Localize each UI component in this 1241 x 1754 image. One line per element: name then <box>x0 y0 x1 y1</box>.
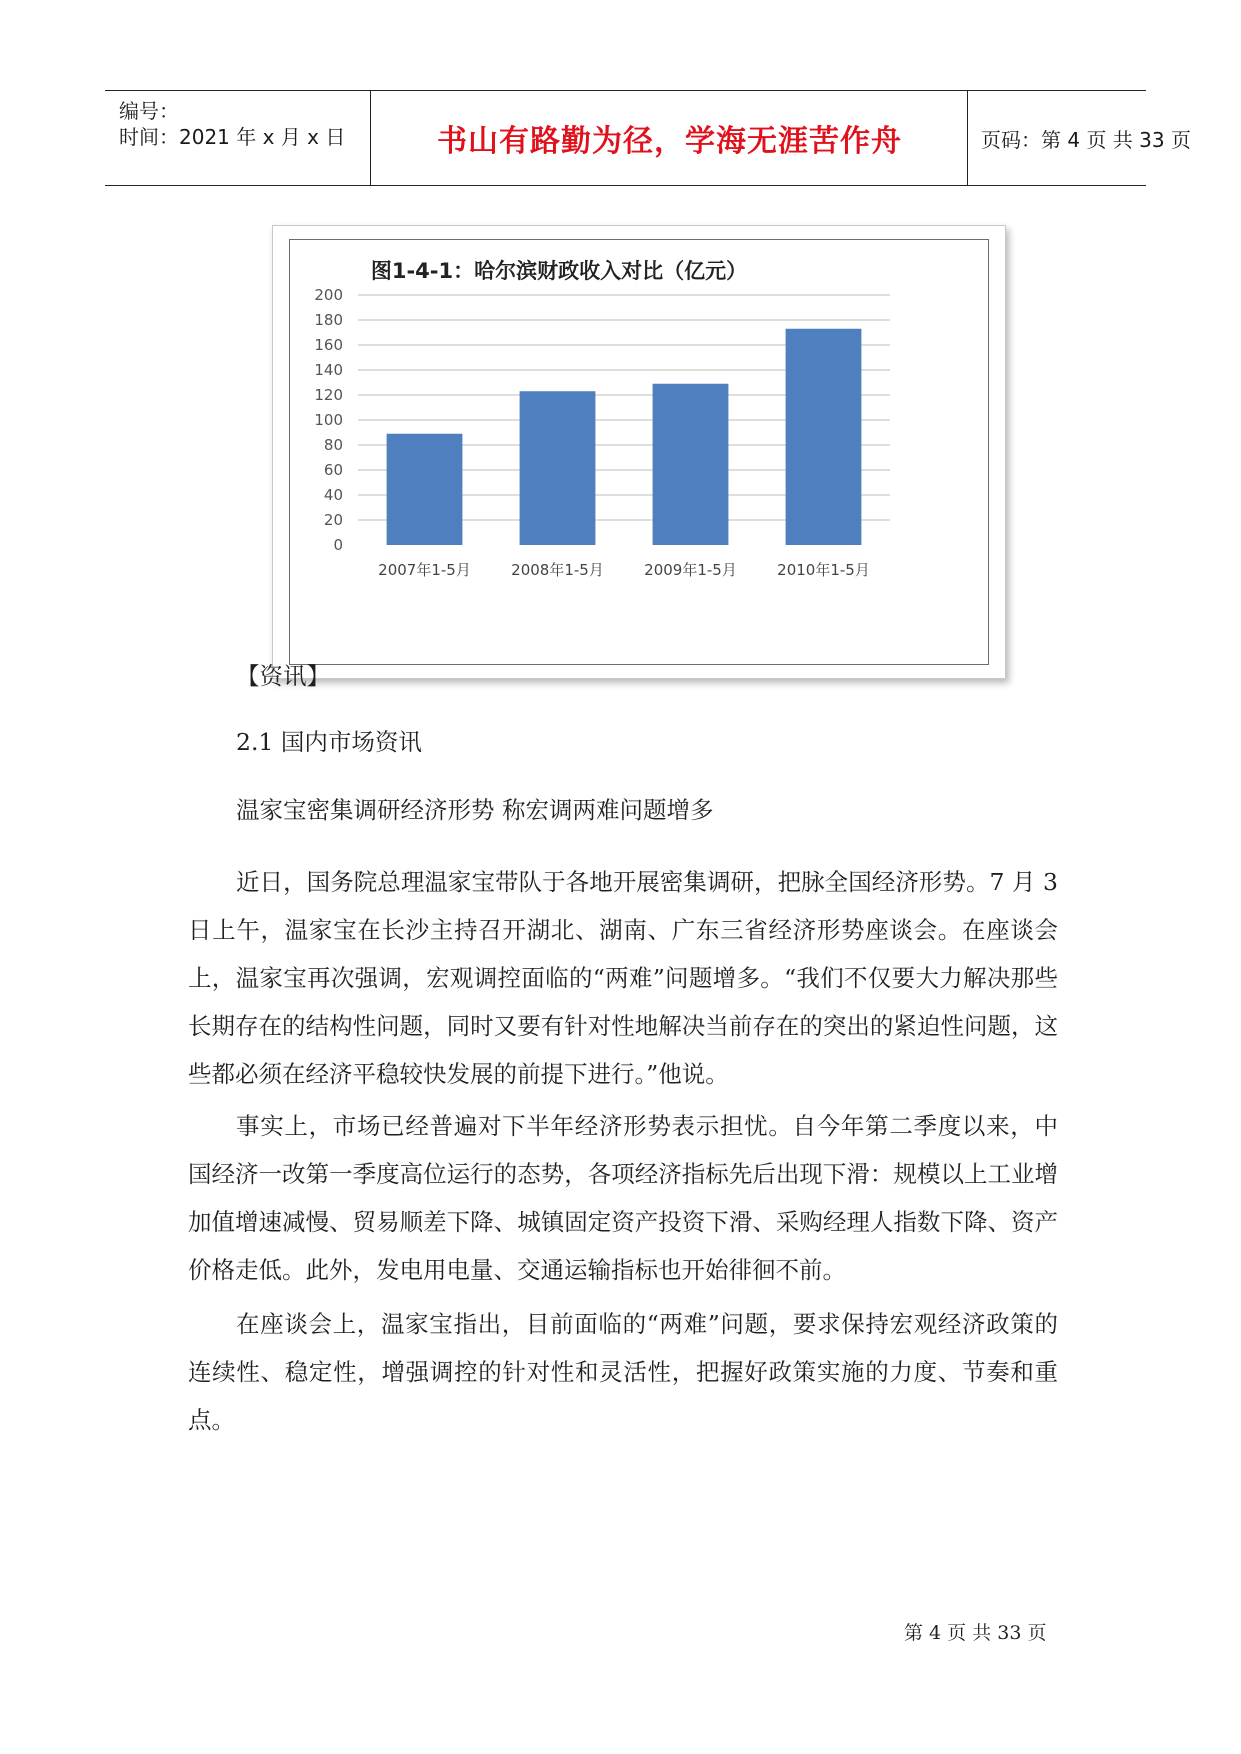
chart-title: 图1-4-1：哈尔滨财政收入对比（亿元） <box>370 259 748 283</box>
y-tick-label: 120 <box>314 386 343 404</box>
x-category-label: 2008年1-5月 <box>511 561 604 579</box>
header-motto: 书山有路勤为径，学海无涯苦作舟 <box>372 91 968 185</box>
bar <box>520 391 596 545</box>
y-tick-label: 20 <box>323 511 343 529</box>
bar <box>786 329 862 545</box>
header-meta-cell <box>105 91 371 185</box>
paragraph-1: 近日，国务院总理温家宝带队于各地开展密集调研，把脉全国经济形势。7 月 3 日上午，温家宝在长沙主持召开湖北、湖南、广东三省经济形势座谈会。在座谈会上，温家宝再次强调，宏观调控面临的“两难”问题增多。“我们不仅要大力解决那些长期存在的结构性问题，同时又要有针对性地解决当前存在的突出的紧迫性问题，这些都必须在经济平稳较快发展的前提下进行。”他说。 <box>188 868 1058 1088</box>
y-tick-label: 60 <box>323 461 343 479</box>
bar <box>653 384 729 545</box>
document-time-label: 时间：2021 年 x 月 x 日 <box>119 125 346 149</box>
y-tick-label: 80 <box>323 436 343 454</box>
news-headline: 温家宝密集调研经济形势 称宏调两难问题增多 <box>236 796 714 824</box>
footer-page-text: 第 4 页 共 33 页 <box>904 1622 1047 1644</box>
y-tick-label: 160 <box>314 336 343 354</box>
header-page-text: 页码：第 4 页 共 33 页 <box>981 127 1191 152</box>
news-section-label: 【资讯】 <box>236 662 330 690</box>
chart-figure <box>272 225 1006 679</box>
paragraph-3: 在座谈会上，温家宝指出，目前面临的“两难”问题，要求保持宏观经济政策的连续性、稳定性，增强调控的针对性和灵活性，把握好政策实施的力度、节奏和重点。 <box>188 1310 1058 1434</box>
bar <box>387 434 463 545</box>
y-tick-label: 100 <box>314 411 343 429</box>
page-footer <box>904 1618 1046 1645</box>
bar-chart <box>290 240 988 664</box>
paragraph-2: 事实上，市场已经普遍对下半年经济形势表示担忧。自今年第二季度以来，中国经济一改第一季度高位运行的态势，各项经济指标先后出现下滑：规模以上工业增加值增速减慢、贸易顺差下降、城镇固定资产投资下滑、采购经理人指数下降、资产价格走低。此外，发电用电量、交通运输指标也开始徘徊不前。 <box>188 1112 1058 1284</box>
x-category-label: 2007年1-5月 <box>378 561 471 579</box>
domestic-market-heading: 2.1 国内市场资讯 <box>236 728 422 756</box>
document-number-label: 编号： <box>119 99 179 123</box>
header-page-label <box>969 91 1191 185</box>
x-category-label: 2010年1-5月 <box>777 561 870 579</box>
y-tick-label: 180 <box>314 311 343 329</box>
x-category-label: 2009年1-5月 <box>644 561 737 579</box>
chart-frame <box>289 239 989 665</box>
y-tick-label: 40 <box>323 486 343 504</box>
page-header <box>105 90 1191 186</box>
y-tick-label: 200 <box>314 286 343 304</box>
y-tick-label: 140 <box>314 361 343 379</box>
y-tick-label: 0 <box>333 536 343 554</box>
